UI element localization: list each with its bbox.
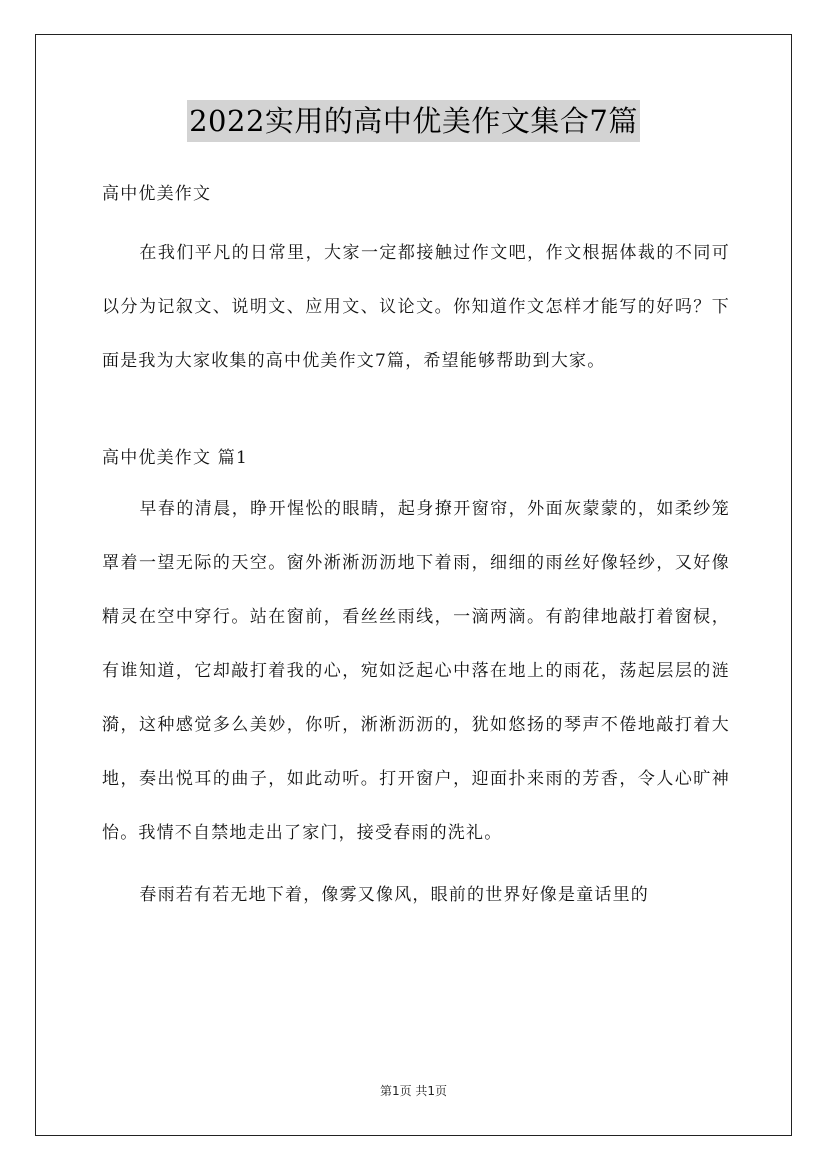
intro-heading: 高中优美作文 [102,184,212,204]
article-1-paragraph-2: 春雨若有若无地下着，像雾又像风，眼前的世界好像是童话里的 [139,885,649,905]
document-body [102,170,730,922]
page-footer: 第1页 共1页 [379,1084,448,1098]
article-1-paragraph-1: 早春的清晨，睁开惺忪的眼睛，起身撩开窗帘，外面灰蒙蒙的，如柔纱笼罩着一望无际的天空。窗外淅淅沥沥地下着雨，细细的雨丝好像轻纱，又好像精灵在空中穿行。站在窗前，看丝丝雨线，一滴两滴。有韵律地敲打着窗棂，有谁知道，它却敲打着我的心，宛如泛起心中落在地上的雨花，荡起层层的涟漪，这种感觉多么美妙，你听，淅淅沥沥的，犹如悠扬的琴声不倦地敲打着大地，奏出悦耳的曲子，如此动听。打开窗户，迎面扑来雨的芳香，令人心旷神怡。我情不自禁地走出了家门，接受春雨的洗礼。 [102,499,730,843]
intro-paragraph: 在我们平凡的日常里，大家一定都接触过作文吧，作文根据体裁的不同可以分为记叙文、说明文、应用文、议论文。你知道作文怎样才能写的好吗？下面是我为大家收集的高中优美作文7篇，希望能够帮助到大家。 [102,243,730,371]
article-1-heading: 高中优美作文 篇1 [102,448,249,468]
document-title: 2022实用的高中优美作文集合7篇 [187,100,640,142]
spacer [102,218,730,226]
spacer [102,860,730,868]
title-container [0,100,827,142]
spacer [102,388,730,434]
